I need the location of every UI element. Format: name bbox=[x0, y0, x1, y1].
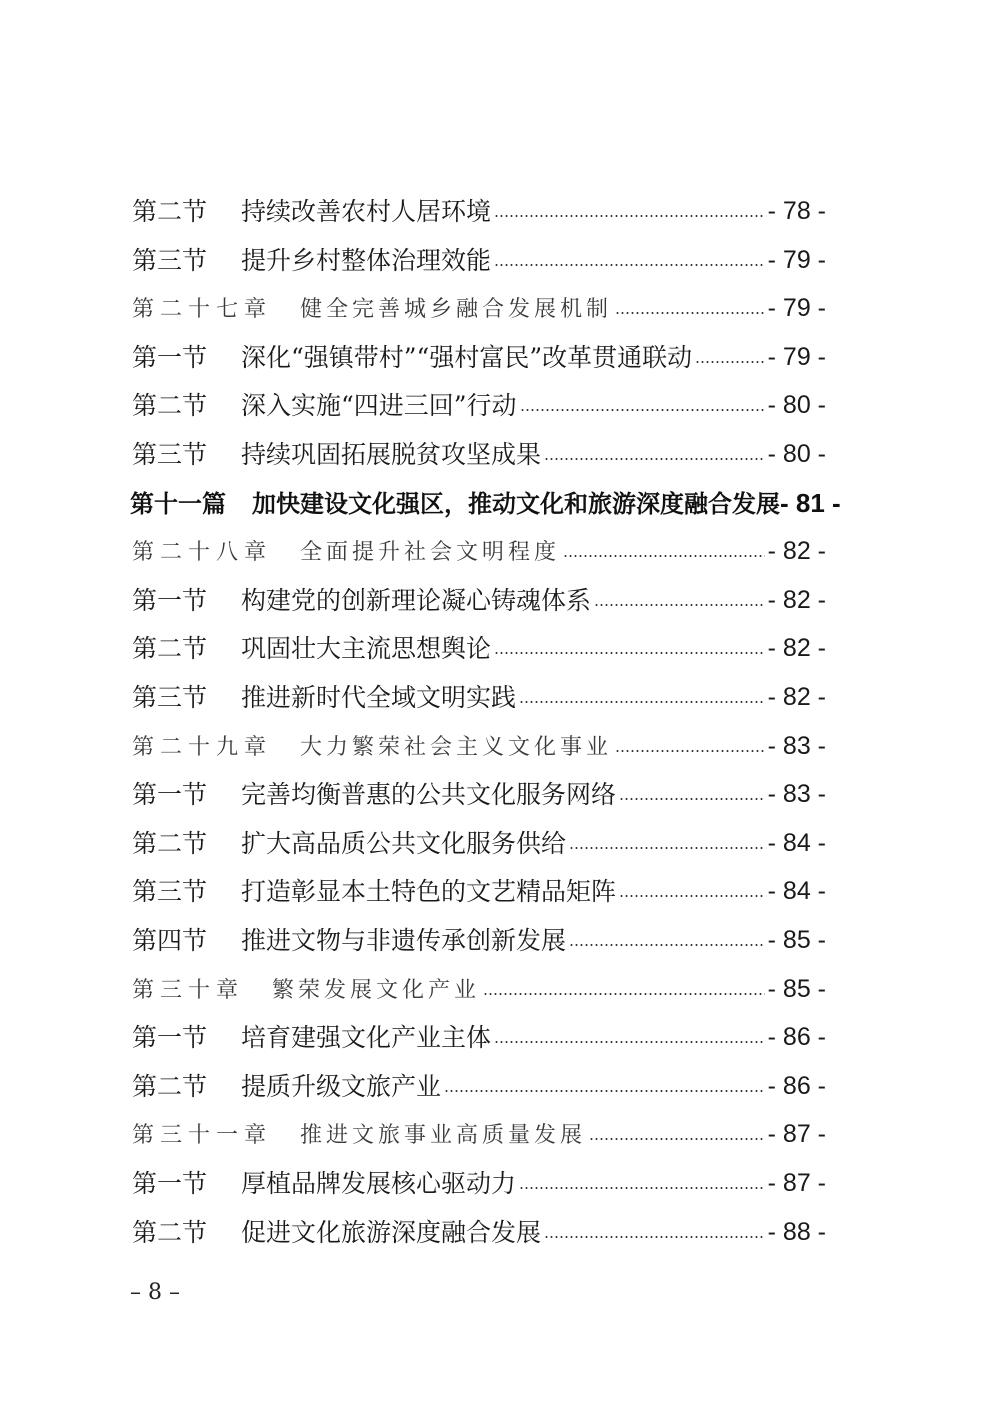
toc-entry-label: 第三十章 bbox=[132, 977, 245, 1003]
toc-entry-label: 第一节 bbox=[132, 1169, 208, 1198]
toc-entry-title: 巩固壮大主流思想舆论 bbox=[241, 634, 492, 664]
dot-leader bbox=[519, 1186, 765, 1190]
toc-entry-label: 第十一篇 bbox=[130, 489, 226, 518]
toc-entry-section[interactable] bbox=[132, 1201, 826, 1245]
toc-entry-label: 第二十七章 bbox=[132, 297, 273, 323]
toc-entry-label: 第二节 bbox=[132, 1217, 208, 1247]
toc-entry-page: - 78 - bbox=[767, 197, 826, 225]
dot-leader bbox=[589, 1137, 765, 1141]
toc-entry-page: - 87 - bbox=[767, 1120, 826, 1149]
toc-entry-title: 持续改善农村人居环境 bbox=[241, 197, 492, 226]
dot-leader bbox=[544, 457, 765, 461]
toc-entry-chapter[interactable] bbox=[132, 715, 826, 759]
dot-leader bbox=[619, 797, 765, 801]
dot-leader bbox=[483, 992, 765, 996]
dot-leader bbox=[615, 311, 765, 315]
toc-entry-title: 推进文物与非遗传承创新发展 bbox=[241, 926, 567, 955]
dot-leader bbox=[494, 214, 765, 218]
toc-entry-section[interactable] bbox=[132, 666, 826, 710]
toc-entry-section[interactable] bbox=[132, 1006, 826, 1053]
toc-entry-page: - 82 - bbox=[767, 585, 826, 614]
toc-entry-title: 完善均衡普惠的公共文化服务网络 bbox=[241, 780, 617, 810]
toc-entry-page: - 79 - bbox=[767, 294, 826, 323]
toc-entry-page: - 79 - bbox=[767, 342, 826, 371]
dot-leader bbox=[494, 263, 765, 267]
toc-entry-section[interactable] bbox=[132, 1152, 826, 1196]
toc-entry-label: 第三节 bbox=[132, 245, 208, 275]
toc-entry-title: 推进新时代全域文明实践 bbox=[241, 683, 517, 712]
toc-entry-section[interactable] bbox=[132, 1055, 826, 1099]
toc-entry-title: 打造彰显本土特色的文艺精品矩阵 bbox=[241, 877, 617, 907]
toc-entry-label: 第二十九章 bbox=[132, 734, 273, 760]
toc-entry-label: 第二节 bbox=[132, 828, 208, 858]
toc-entry-label: 第一节 bbox=[132, 780, 208, 810]
dot-leader bbox=[615, 749, 765, 753]
toc-entry-page: - 82 - bbox=[767, 634, 826, 663]
dot-leader bbox=[695, 360, 765, 364]
toc-entry-label: 第一节 bbox=[132, 1023, 208, 1053]
toc-entry-title: 深入实施“四进三回”行动 bbox=[241, 391, 517, 421]
toc-entry-page: - 83 - bbox=[767, 731, 826, 760]
dot-leader bbox=[444, 1089, 765, 1093]
toc-entry-label: 第二十八章 bbox=[132, 540, 273, 566]
toc-entry-page: - 83 - bbox=[767, 780, 826, 809]
toc-entry-section[interactable] bbox=[132, 909, 826, 953]
toc-entry-page: - 80 - bbox=[767, 440, 826, 468]
toc-entry-chapter[interactable] bbox=[132, 1103, 826, 1147]
toc-entry-page: - 82 - bbox=[767, 537, 826, 566]
toc-entry-chapter[interactable] bbox=[132, 958, 826, 1002]
dot-leader bbox=[569, 943, 765, 947]
toc-entry-title: 培育建强文化产业主体 bbox=[241, 1023, 492, 1053]
toc-entry-label: 第一节 bbox=[132, 585, 208, 615]
toc-entry-title: 深化“强镇带村”“强村富民”改革贯通联动 bbox=[241, 342, 693, 372]
toc-entry-title: 加快建设文化强区，推动文化和旅游深度融合发展 bbox=[252, 489, 780, 518]
toc-entry-label: 第一节 bbox=[132, 342, 208, 372]
toc-entry-page: - 84 - bbox=[767, 877, 826, 906]
toc-entry-section[interactable] bbox=[132, 569, 826, 613]
toc-entry-title: 繁荣发展文化产业 bbox=[272, 977, 481, 1003]
toc-entry-title: 扩大高品质公共文化服务供给 bbox=[241, 828, 567, 858]
toc-entry-page: - 82 - bbox=[767, 683, 826, 711]
toc-entry-title: 全面提升社会文明程度 bbox=[300, 540, 561, 566]
dot-leader bbox=[594, 603, 765, 607]
toc-entry-section[interactable] bbox=[132, 229, 826, 273]
toc-entry-page: - 86 - bbox=[767, 1071, 826, 1100]
toc-entry-label: 第二节 bbox=[132, 634, 208, 664]
dot-leader bbox=[519, 700, 765, 704]
toc-entry-label: 第二节 bbox=[132, 197, 208, 226]
toc-entry-title: 推进文旅事业高质量发展 bbox=[300, 1123, 587, 1149]
toc-entry-section[interactable] bbox=[132, 423, 826, 467]
toc-entry-page: - 81 - bbox=[780, 487, 841, 518]
toc-entry-label: 第二节 bbox=[132, 391, 208, 421]
toc-entry-title: 持续巩固拓展脱贫攻坚成果 bbox=[241, 440, 542, 469]
toc-entry-chapter[interactable] bbox=[132, 520, 826, 564]
toc-entry-title: 促进文化旅游深度融合发展 bbox=[241, 1217, 542, 1247]
dot-leader bbox=[520, 408, 765, 412]
toc-entry-section[interactable] bbox=[132, 617, 826, 664]
toc-entry-label: 第三节 bbox=[132, 440, 208, 469]
toc-entry-section[interactable] bbox=[132, 763, 826, 810]
toc-entry-title: 健全完善城乡融合发展机制 bbox=[300, 297, 613, 323]
toc-entry-label: 第三十一章 bbox=[132, 1123, 273, 1149]
toc-entry-section[interactable] bbox=[132, 180, 826, 224]
toc-entry-title: 大力繁荣社会主义文化事业 bbox=[300, 734, 613, 760]
toc-entry-page: - 85 - bbox=[767, 974, 826, 1003]
toc-entry-page: - 80 - bbox=[767, 391, 826, 420]
toc-entry-title: 提升乡村整体治理效能 bbox=[241, 245, 492, 275]
toc-entry-label: 第四节 bbox=[132, 926, 208, 955]
toc-entry-section[interactable] bbox=[132, 812, 826, 856]
toc-entry-title: 构建党的创新理论凝心铸魂体系 bbox=[241, 585, 592, 615]
toc-entry-title: 厚植品牌发展核心驱动力 bbox=[241, 1169, 517, 1198]
toc-entry-label: 第三节 bbox=[132, 877, 208, 907]
toc-entry-page: - 86 - bbox=[767, 1023, 826, 1052]
toc-entry-page: - 79 - bbox=[767, 245, 826, 274]
dot-leader bbox=[494, 651, 765, 655]
toc-entry-page: - 84 - bbox=[767, 828, 826, 857]
dot-leader bbox=[494, 1040, 765, 1044]
dot-leader bbox=[563, 554, 765, 558]
toc-entry-section[interactable] bbox=[132, 860, 826, 907]
dot-leader bbox=[544, 1235, 765, 1239]
page-number: – 8 – bbox=[130, 1280, 180, 1305]
toc-entry-chapter[interactable] bbox=[132, 277, 826, 321]
toc-entry-part[interactable] bbox=[130, 472, 920, 516]
toc-entry-section[interactable] bbox=[132, 326, 826, 370]
toc-entry-section[interactable] bbox=[132, 374, 826, 421]
toc-entry-label: 第三节 bbox=[132, 683, 208, 712]
toc-entry-title: 提质升级文旅产业 bbox=[241, 1071, 442, 1101]
toc-entry-label: 第二节 bbox=[132, 1071, 208, 1101]
toc-entry-page: - 88 - bbox=[767, 1217, 826, 1246]
toc-entry-page: - 87 - bbox=[767, 1169, 826, 1197]
dot-leader bbox=[619, 894, 765, 898]
dot-leader bbox=[569, 846, 765, 850]
toc-entry-page: - 85 - bbox=[767, 926, 826, 954]
